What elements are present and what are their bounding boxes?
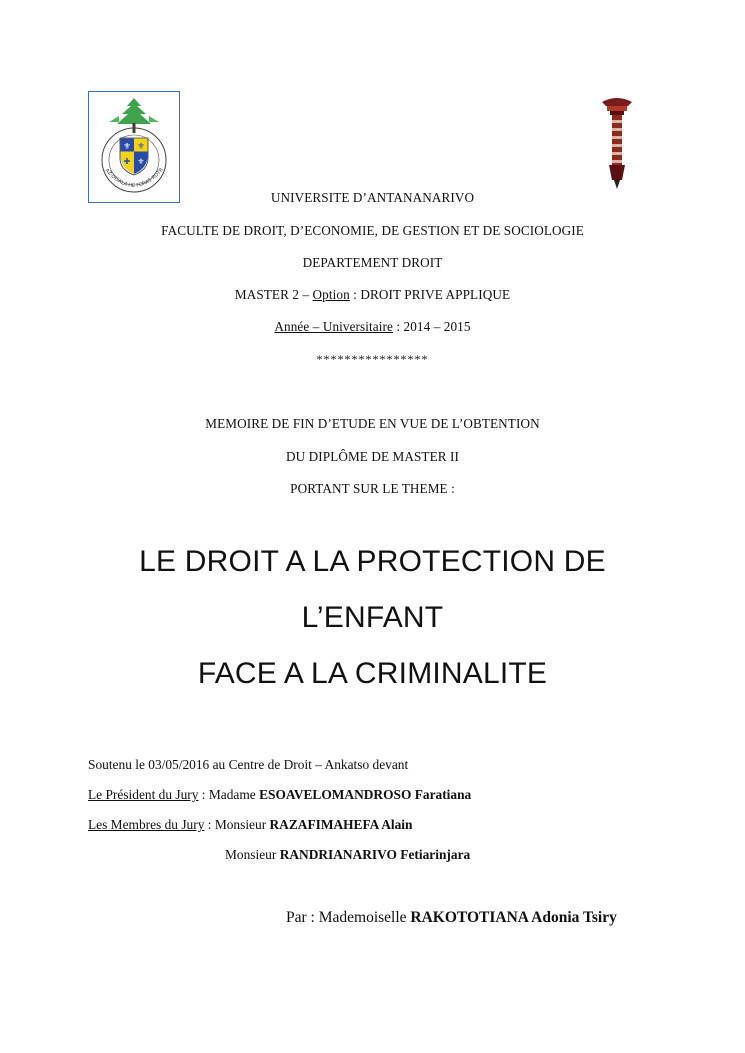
jury-president-line <box>88 787 471 803</box>
university-crest-icon <box>89 92 179 202</box>
member2-name: RANDRIANARIVO Fetiarinjara <box>279 847 471 862</box>
memoire-line-3: PORTANT SUR LE THEME : <box>290 481 455 496</box>
master-option-label: Option <box>312 287 350 302</box>
svg-text:✚: ✚ <box>123 157 131 166</box>
president-sep: : Madame <box>198 787 260 802</box>
defense-date-line: Soutenu le 03/05/2016 au Centre de Droit – Ankatso devant <box>88 757 409 772</box>
author-name: RAKOTOTIANA Adonia Tsiry <box>410 909 617 926</box>
faculty-name: FACULTE DE DROIT, D’ECONOMIE, DE GESTION ET DE SOCIOLOGIE <box>161 223 584 238</box>
president-label: Le Président du Jury <box>88 787 199 802</box>
jury-member2-line <box>225 847 470 863</box>
master-line <box>0 287 745 303</box>
academic-year-value: : 2014 – 2015 <box>392 319 471 334</box>
memoire-line-2: DU DIPLÔME DE MASTER II <box>286 449 459 464</box>
member1-name: RAZAFIMAHEFA Alain <box>269 817 413 832</box>
university-name: UNIVERSITE D’ANTANANARIVO <box>270 190 475 205</box>
svg-text:⚜: ⚜ <box>136 142 146 152</box>
thesis-title-line-2: L’ENFANT <box>301 601 444 634</box>
members-sep: : Monsieur <box>204 817 270 832</box>
master-option-value: : DROIT PRIVE APPLIQUE <box>349 287 511 302</box>
academic-year-line <box>0 319 745 335</box>
jury-members-line <box>88 817 412 833</box>
memoire-line-1: MEMOIRE DE FIN D’ETUDE EN VUE DE L’OBTENTION <box>205 416 540 431</box>
member2-prefix: Monsieur <box>225 847 280 862</box>
members-label: Les Membres du Jury <box>88 817 205 832</box>
university-logo <box>88 91 180 203</box>
thesis-title-line-3: FACE A LA CRIMINALITE <box>197 657 548 690</box>
totem-emblem-icon <box>592 94 642 190</box>
author-prefix: Par : Mademoiselle <box>286 909 411 926</box>
thesis-title-line-1: LE DROIT A LA PROTECTION DE <box>139 545 606 578</box>
president-name: ESOAVELOMANDROSO Faratiana <box>259 787 472 802</box>
department-name: DEPARTEMENT DROIT <box>302 255 443 270</box>
svg-text:⚜: ⚜ <box>122 142 132 152</box>
separator-stars: **************** <box>316 352 429 366</box>
logo-motto: AZ-DISALA HE FORAS-ROTR <box>103 167 165 190</box>
svg-text:⚜: ⚜ <box>137 157 145 166</box>
master-prefix: MASTER 2 – <box>234 287 313 302</box>
academic-year-label: Année – Universitaire <box>274 319 393 334</box>
author-line <box>286 909 617 927</box>
faculty-emblem <box>592 94 642 190</box>
